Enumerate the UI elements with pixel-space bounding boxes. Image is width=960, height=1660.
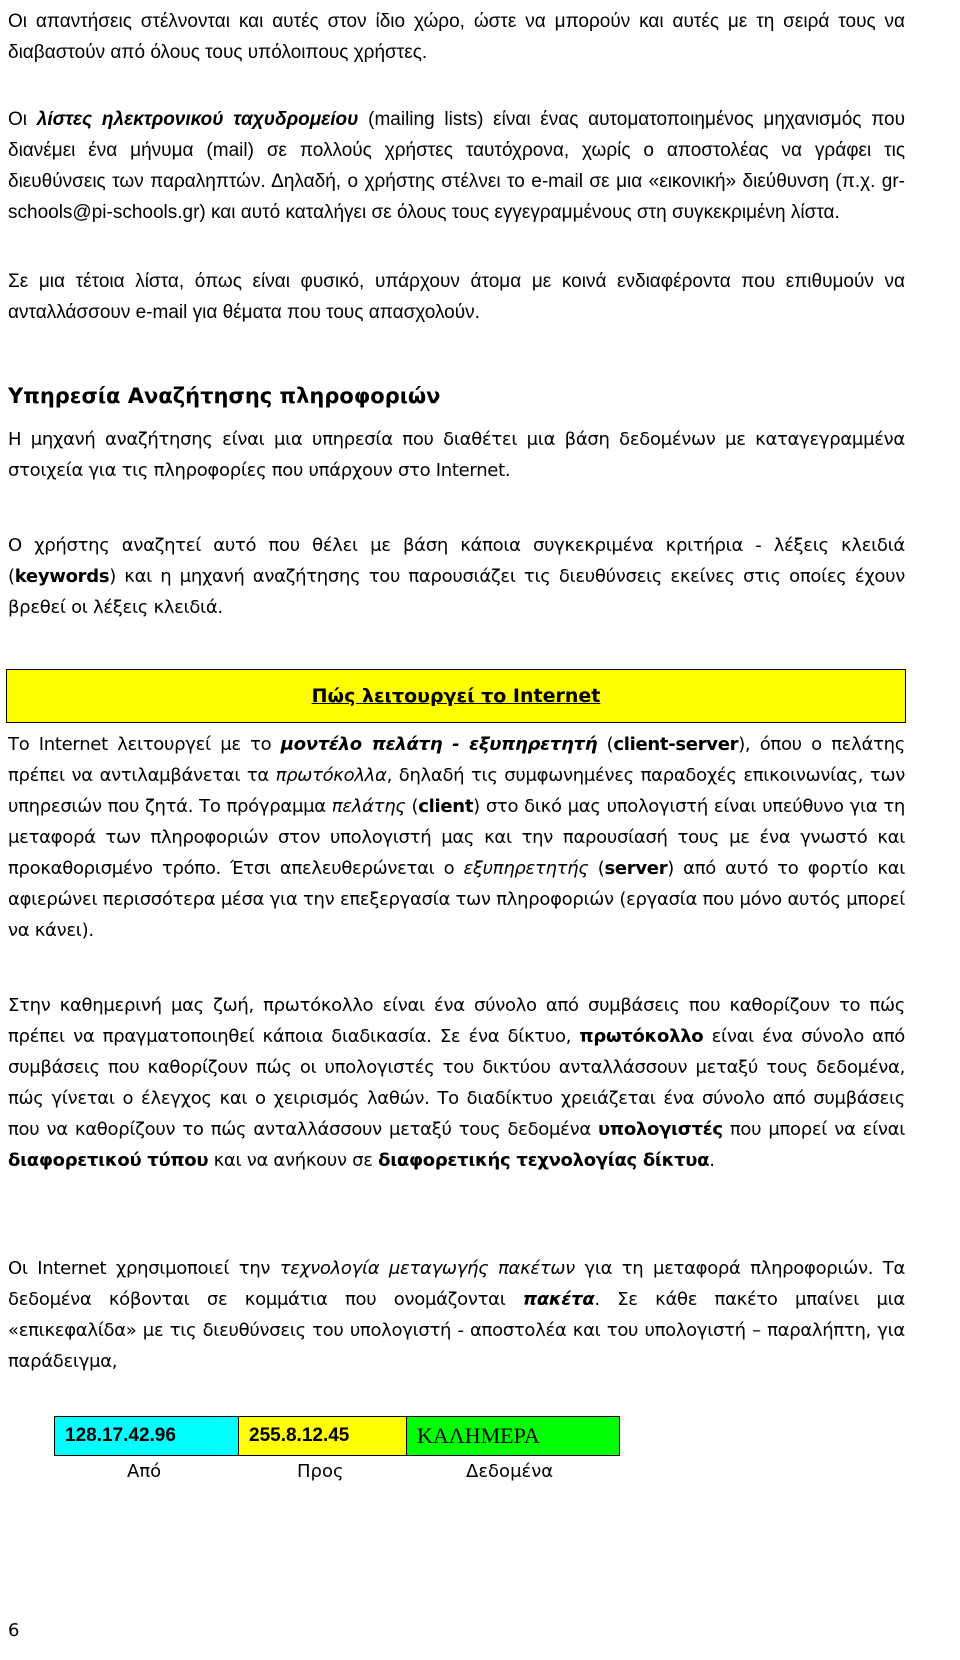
term-client-server-model: μοντέλο πελάτη - εξυπηρετητή	[280, 734, 598, 755]
text-run: ), όπου ο πελάτης πρέπει να αντιλαμβάνεται τα	[8, 734, 905, 786]
term-different-networks: διαφορετικής τεχνολογίας δίκτυα	[378, 1150, 710, 1171]
text-run: και να ανήκουν σε	[208, 1150, 379, 1171]
text-run: Το Internet λειτουργεί με το	[8, 734, 281, 755]
text-run: είναι ένα σύνολο από συμβάσεις που καθορίζουν πώς οι υπολογιστές του δικτύου ανταλλάσσουν μεταξύ τους δεδομένα, πώς γίνεται ο έλεγχος και ο χειρισμός λαθών. Το διαδίκτυο χρειάζεται ένα σύνολο από συμβάσεις που να καθορίζουν το πώς ανταλλάσσουν μεταξύ τους δεδομένα	[8, 1026, 905, 1140]
page-number: 6	[8, 1620, 20, 1641]
term-mailing-lists: λίστες ηλεκτρονικού ταχυδρομείου	[36, 109, 359, 130]
paragraph-protocol	[8, 990, 905, 1176]
packet-from-address: 128.17.42.96	[55, 1417, 239, 1455]
text-run: ) από αυτό το φορτίο και αφιερώνει περισσότερα μέσα για την επεξεργασία των πληροφοριών (εργασία που μόνο αυτός μπορεί να κάνει).	[8, 858, 905, 941]
text-run: Ο χρήστης αναζητεί αυτό που θέλει με βάση κάποια συγκεκριμένα κριτήρια - λέξεις κλειδιά (	[8, 535, 905, 587]
term-different-type: διαφορετικού τύπου	[8, 1150, 209, 1171]
paragraph-packet-switching	[8, 1253, 905, 1377]
term-keywords: keywords	[14, 566, 110, 587]
section-banner	[6, 669, 906, 723]
paragraph-mailing-lists	[8, 104, 905, 228]
text-run: (	[588, 858, 605, 879]
term-server: server	[604, 858, 668, 879]
banner-title: Πώς λειτουργεί το Internet	[311, 685, 601, 707]
packet-from-label: Από	[127, 1461, 162, 1482]
text-run: ) στο δικό μας υπολογιστή είναι υπεύθυνο για τη μεταφορά των πληροφοριών στον υπολογιστή μας και την παρουσίασή τους με ένα γνωστό και προκαθορισμένο τρόπο. Έτσι απελευθερώνεται ο	[8, 796, 905, 879]
paragraph-client-server	[8, 729, 905, 946]
text-run: , δηλαδή τις συμφωνημένες παραδοχές επικοινωνίας, των υπηρεσιών που ζητά. Το πρόγραμμα	[8, 765, 905, 817]
term-packet-switching: τεχνολογία μεταγωγής πακέτων	[279, 1258, 575, 1279]
text-run: που μπορεί να είναι	[722, 1119, 905, 1140]
packet-diagram	[54, 1416, 620, 1456]
paragraph-list-members	[8, 266, 905, 328]
packet-payload: ΚΑΛΗΜΕΡΑ	[407, 1417, 619, 1455]
term-packets: πακέτα	[522, 1289, 595, 1310]
term-protocol: πρωτόκολλο	[579, 1026, 704, 1047]
term-computers: υπολογιστές	[598, 1119, 723, 1140]
paragraph-text: Οι απαντήσεις στέλνονται και αυτές στον ίδιο χώρο, ώστε να μπορούν και αυτές με τη σειρά τους να διαβαστούν από όλους τους υπόλοιπους χρήστες.	[8, 11, 905, 63]
text-run: Στην καθημερινή μας ζωή, πρωτόκολλο είναι ένα σύνολο από συμβάσεις που καθορίζουν το πώς πρέπει να πραγματοποιηθεί κάποια διαδικασία. Σε ένα δίκτυο,	[8, 995, 905, 1047]
term-client: client	[418, 796, 474, 817]
text-run: (	[597, 734, 614, 755]
text-run: . Σε κάθε πακέτο μπαίνει μια «επικεφαλίδα» με τις διευθύνσεις του υπολογιστή - αποστολέα και του υπολογιστή – παραλήπτη, για παράδειγμα,	[8, 1289, 905, 1372]
packet-to-label: Προς	[297, 1461, 344, 1482]
text-run: Οι	[8, 109, 37, 130]
paragraph-replies	[8, 6, 905, 68]
paragraph-text: Σε μια τέτοια λίστα, όπως είναι φυσικό, υπάρχουν άτομα με κοινά ενδιαφέροντα που επιθυμούν να ανταλλάσσουν e-mail για θέματα που τους απασχολούν.	[8, 271, 905, 323]
packet-to-address: 255.8.12.45	[239, 1417, 407, 1455]
term-client-server: client-server	[613, 734, 739, 755]
paragraph-search-keywords	[8, 530, 905, 623]
paragraph-search-engine	[8, 424, 905, 486]
paragraph-text: Η μηχανή αναζήτησης είναι μια υπηρεσία που διαθέτει μια βάση δεδομένων με καταγεγραμμένα στοιχεία για τις πληροφορίες που υπάρχουν στο Internet.	[8, 429, 905, 481]
text-run: Οι Internet χρησιμοποιεί την	[8, 1258, 280, 1279]
text-run: .	[709, 1150, 715, 1171]
term-protocols: πρωτόκολλα	[275, 765, 387, 786]
text-run: ) και η μηχανή αναζήτησης του παρουσιάζει τις διευθύνσεις εκείνες στις οποίες έχουν βρεθεί οι λέξεις κλειδιά.	[8, 566, 905, 618]
text-run: (mailing lists) είναι ένας αυτοματοποιημένος μηχανισμός που διανέμει ένα μήνυμα (mail) σε πολλούς χρήστες ταυτόχρονα, χωρίς ο αποστολέας να γράφει τις διευθύνσεις των παραληπτών. Δηλαδή, ο χρήστης στέλνει το e-mail σε μια «εικονική» διεύθυνση (π.χ. gr-schools@pi-schools.gr) και αυτό καταλήγει σε όλους τους εγγεγραμμένους στη συγκεκριμένη λίστα.	[8, 109, 905, 223]
text-run: για τη μεταφορά πληροφοριών. Τα δεδομένα κόβονται σε κομμάτια που ονομάζονται	[8, 1258, 906, 1310]
packet-data-label: Δεδομένα	[466, 1461, 554, 1482]
term-server-greek: εξυπηρετητής	[463, 858, 589, 879]
text-run: (	[405, 796, 419, 817]
term-client-greek: πελάτης	[331, 796, 406, 817]
section-heading-search: Υπηρεσία Αναζήτησης πληροφοριών	[8, 384, 441, 408]
